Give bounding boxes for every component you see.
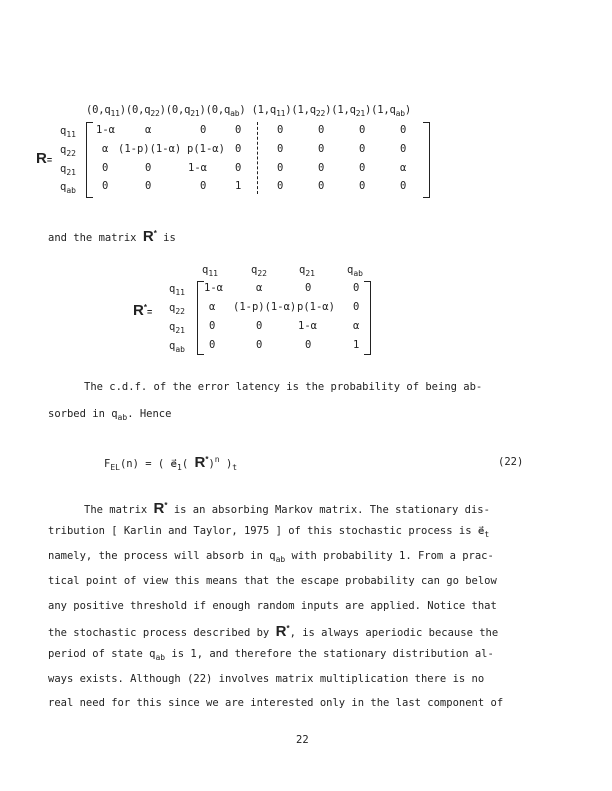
matrix-r-cell: p(1-α) [187,143,225,155]
matrix-rstar-row-label: $q_{11}$ [169,283,185,297]
matrix-rstar-col-header: $q_{11}$ [202,264,218,278]
matrix-r-col-header: $(1,q_{11})$ [251,104,292,118]
para2-line8: ways exists. Although (22) involves matrix multiplication there is no [48,673,485,685]
equation-22: $F_{EL}(n)$ = ( $e⃗_1$( R*)$^n$ )$_t$ [104,454,238,472]
matrix-rstar-row-label: $q_{ab}$ [169,340,185,354]
matrix-r-col-header: $(1,q_{21})$ [331,104,372,118]
matrix-rstar-cell: 0 [256,320,263,332]
matrix-r-cell: 0 [145,162,152,174]
matrix-rstar-cell: 0 [353,301,360,313]
matrix-r-cell: α [102,143,109,155]
matrix-r-cell: 0 [235,143,242,155]
matrix-r-cell: 0 [359,124,366,136]
matrix-rstar-col-header: $q_{22}$ [251,264,267,278]
matrix-rstar-cell: α [256,282,263,294]
matrix-r-cell: 0 [277,180,284,192]
matrix-r-left-bracket [86,122,93,198]
para2-line1: The matrix R* is an absorbing Markov matrix. The stationary dis- [84,500,490,517]
matrix-r-row-label: $q_{22}$ [60,144,76,158]
matrix-rstar-left-bracket [197,281,204,355]
matrix-r-cell: 0 [318,180,325,192]
matrix-rstar-cell: 0 [353,282,360,294]
matrix-rstar-col-header: $q_{21}$ [299,264,315,278]
matrix-r-cell: 0 [318,162,325,174]
matrix-r-col-header: $(0,q_{ab})$ [205,104,246,118]
para1-line1: The c.d.f. of the error latency is the probability of being ab- [84,381,483,393]
matrix-r-cell: 1-α [188,162,207,174]
matrix-r-cell: 0 [359,143,366,155]
matrix-rstar-cell: (1-p)(1-α) [233,301,297,313]
matrix-r-cell: 0 [102,162,109,174]
matrix-rstar-symbol: R*= [133,302,153,319]
matrix-r-cell: 1 [235,180,242,192]
r-symbol: R* [194,454,209,471]
para2-line4: tical point of view this means that the escape probability can go below [48,575,497,587]
para1-line2: sorbed in $q_{ab}$. Hence [48,408,172,422]
matrix-r-row-label: $q_{ab}$ [60,181,76,195]
matrix-r-cell: 0 [359,180,366,192]
matrix-rstar-col-header: $q_{ab}$ [347,264,363,278]
matrix-r-col-header: $(0,q_{11})$ [86,104,126,118]
matrix-r-cell: 0 [235,124,242,136]
r-symbol: R* [153,500,168,517]
matrix-rstar-row-label: $q_{22}$ [169,302,185,316]
matrix-r-cell: 0 [200,180,207,192]
para2-line5: any positive threshold if enough random inputs are applied. Notice that [48,600,497,612]
r-symbol: R* [275,623,290,640]
matrix-rstar-cell: α [209,301,216,313]
matrix-r-col-header: $(1,q_{22})$ [291,104,332,118]
matrix-r-row-label: $q_{11}$ [60,125,76,139]
matrix-r-cell: 0 [400,180,407,192]
para2-line6: the stochastic process described by R*, is always aperiodic because the [48,623,499,640]
matrix-r-cell: 0 [318,124,325,136]
matrix-r-row-label: $q_{21}$ [60,163,76,177]
para2-line3: namely, the process will absorb in $q_{ab}$ with probability 1. From a prac- [48,550,494,564]
matrix-r-cell: 0 [200,124,207,136]
matrix-r-cell: α [400,162,407,174]
matrix-r-cell: 0 [277,162,284,174]
matrix-r-cell: 0 [277,124,284,136]
matrix-r-cell: 1-α [96,124,115,136]
para2-line7: period of state $q_{ab}$ is 1, and therefore the stationary distribution al- [48,648,494,662]
matrix-rstar-cell: 0 [305,339,312,351]
matrix-rstar-cell: 0 [209,320,216,332]
para2-line9: real need for this since we are interested only in the last component of [48,697,504,709]
matrix-rstar-cell: 0 [256,339,263,351]
matrix-rstar-cell: 1-α [204,282,223,294]
matrix-rstar-cell: 1 [353,339,360,351]
matrix-rstar-right-bracket [364,281,371,355]
intro-line: and the matrix R* is [48,228,176,245]
matrix-r-cell: 0 [145,180,152,192]
matrix-r-partition [257,122,258,194]
matrix-r-cell: 0 [359,162,366,174]
matrix-rstar-cell: α [353,320,360,332]
matrix-r-cell: (1-p)(1-α) [118,143,182,155]
matrix-r-col-header: $(0,q_{21})$ [165,104,206,118]
matrix-r-cell: α [145,124,152,136]
matrix-r-col-header: $(1,q_{ab})$ [371,104,411,118]
matrix-r-cell: 0 [235,162,242,174]
matrix-r-header-row [86,104,411,116]
matrix-r-cell: 0 [102,180,109,192]
r-symbol: R* [142,228,157,245]
matrix-r-cell: 0 [400,124,407,136]
page-number: 22 [296,734,309,746]
matrix-rstar-row-label: $q_{21}$ [169,321,185,335]
matrix-rstar-cell: 0 [305,282,312,294]
matrix-rstar-cell: 1-α [298,320,317,332]
matrix-rstar-cell: p(1-α) [297,301,335,313]
equation-number: (22) [498,456,524,468]
matrix-r-cell: 0 [277,143,284,155]
matrix-r-col-header: $(0,q_{22})$ [125,104,166,118]
matrix-r-cell: 0 [400,143,407,155]
para2-line2: tribution [ Karlin and Taylor, 1975 ] of this stochastic process is $e⃗_t$ [48,525,490,539]
matrix-rstar-cell: 0 [209,339,216,351]
matrix-r-right-bracket [423,122,430,198]
matrix-r-symbol: R= [36,150,53,167]
matrix-r-cell: 0 [318,143,325,155]
